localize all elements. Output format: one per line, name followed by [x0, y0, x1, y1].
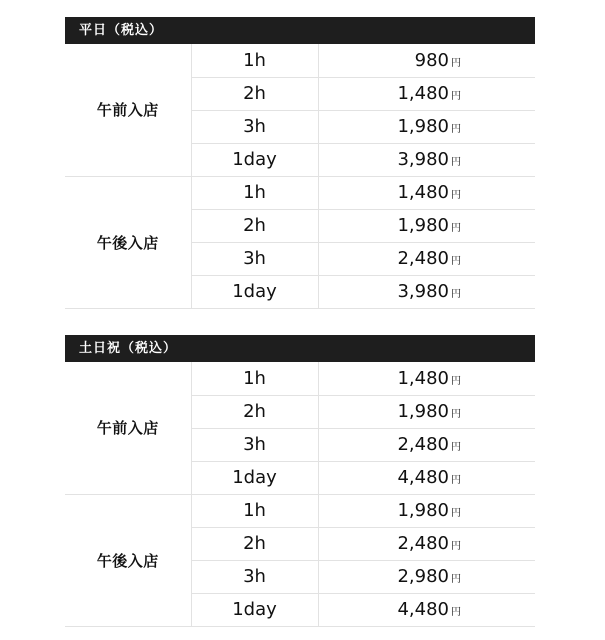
price-cell [318, 44, 535, 77]
duration-cell: 1day [191, 461, 318, 494]
duration-cell: 1h [191, 494, 318, 527]
price-cell [318, 461, 535, 494]
price-cell [318, 362, 535, 395]
yen-unit: 円 [451, 607, 461, 618]
price-value: 1,480 [397, 367, 449, 389]
price-value: 1,980 [397, 401, 449, 422]
price-value: 2,480 [397, 533, 449, 554]
price-value: 3,980 [397, 149, 449, 170]
duration-cell: 1h [191, 44, 318, 77]
price-cell [318, 527, 535, 560]
yen-unit: 円 [451, 541, 461, 552]
duration-cell: 2h [191, 527, 318, 560]
price-cell [318, 77, 535, 110]
section-header: 平日（税込） [65, 17, 535, 44]
price-value: 1,480 [397, 182, 449, 203]
table-row [65, 176, 535, 209]
table-row [65, 362, 535, 395]
duration-cell: 3h [191, 428, 318, 461]
price-value: 4,480 [397, 467, 449, 488]
entry-time-label: 午後入店 [65, 494, 191, 626]
duration-cell: 2h [191, 395, 318, 428]
duration-cell: 1day [191, 593, 318, 626]
price-cell [318, 395, 535, 428]
price-section-weekday [65, 17, 535, 309]
yen-unit: 円 [451, 223, 461, 234]
yen-unit: 円 [451, 475, 461, 486]
entry-time-label: 午前入店 [65, 362, 191, 494]
price-cell [318, 593, 535, 626]
price-value: 3,980 [397, 281, 449, 302]
price-cell [318, 494, 535, 527]
price-section-weekend-holiday [65, 335, 535, 627]
duration-cell: 1day [191, 275, 318, 308]
price-value: 2,980 [397, 566, 449, 587]
yen-unit: 円 [451, 375, 461, 387]
entry-time-label: 午後入店 [65, 176, 191, 308]
price-value: 980 [414, 49, 449, 71]
yen-unit: 円 [451, 442, 461, 453]
yen-unit: 円 [451, 91, 461, 102]
yen-unit: 円 [451, 409, 461, 420]
duration-cell: 3h [191, 560, 318, 593]
table-row [65, 494, 535, 527]
duration-cell: 3h [191, 242, 318, 275]
price-cell [318, 242, 535, 275]
price-value: 1,980 [397, 215, 449, 236]
price-value: 1,480 [397, 83, 449, 104]
yen-unit: 円 [451, 508, 461, 519]
duration-cell: 2h [191, 77, 318, 110]
price-cell [318, 560, 535, 593]
yen-unit: 円 [451, 190, 461, 201]
table-row [65, 44, 535, 77]
price-cell [318, 275, 535, 308]
price-cell [318, 143, 535, 176]
yen-unit: 円 [451, 157, 461, 168]
duration-cell: 1h [191, 176, 318, 209]
price-value: 1,980 [397, 500, 449, 521]
price-value: 2,480 [397, 248, 449, 269]
price-table [65, 44, 535, 309]
price-value: 1,980 [397, 116, 449, 137]
price-cell [318, 176, 535, 209]
duration-cell: 1h [191, 362, 318, 395]
price-value: 2,480 [397, 434, 449, 455]
yen-unit: 円 [451, 124, 461, 135]
section-header: 土日祝（税込） [65, 335, 535, 362]
duration-cell: 2h [191, 209, 318, 242]
duration-cell: 1day [191, 143, 318, 176]
entry-time-label: 午前入店 [65, 44, 191, 176]
duration-cell: 3h [191, 110, 318, 143]
yen-unit: 円 [451, 574, 461, 585]
yen-unit: 円 [451, 57, 461, 69]
price-table [65, 362, 535, 627]
yen-unit: 円 [451, 289, 461, 300]
price-value: 4,480 [397, 599, 449, 620]
price-cell [318, 110, 535, 143]
price-cell [318, 428, 535, 461]
price-cell [318, 209, 535, 242]
yen-unit: 円 [451, 256, 461, 267]
